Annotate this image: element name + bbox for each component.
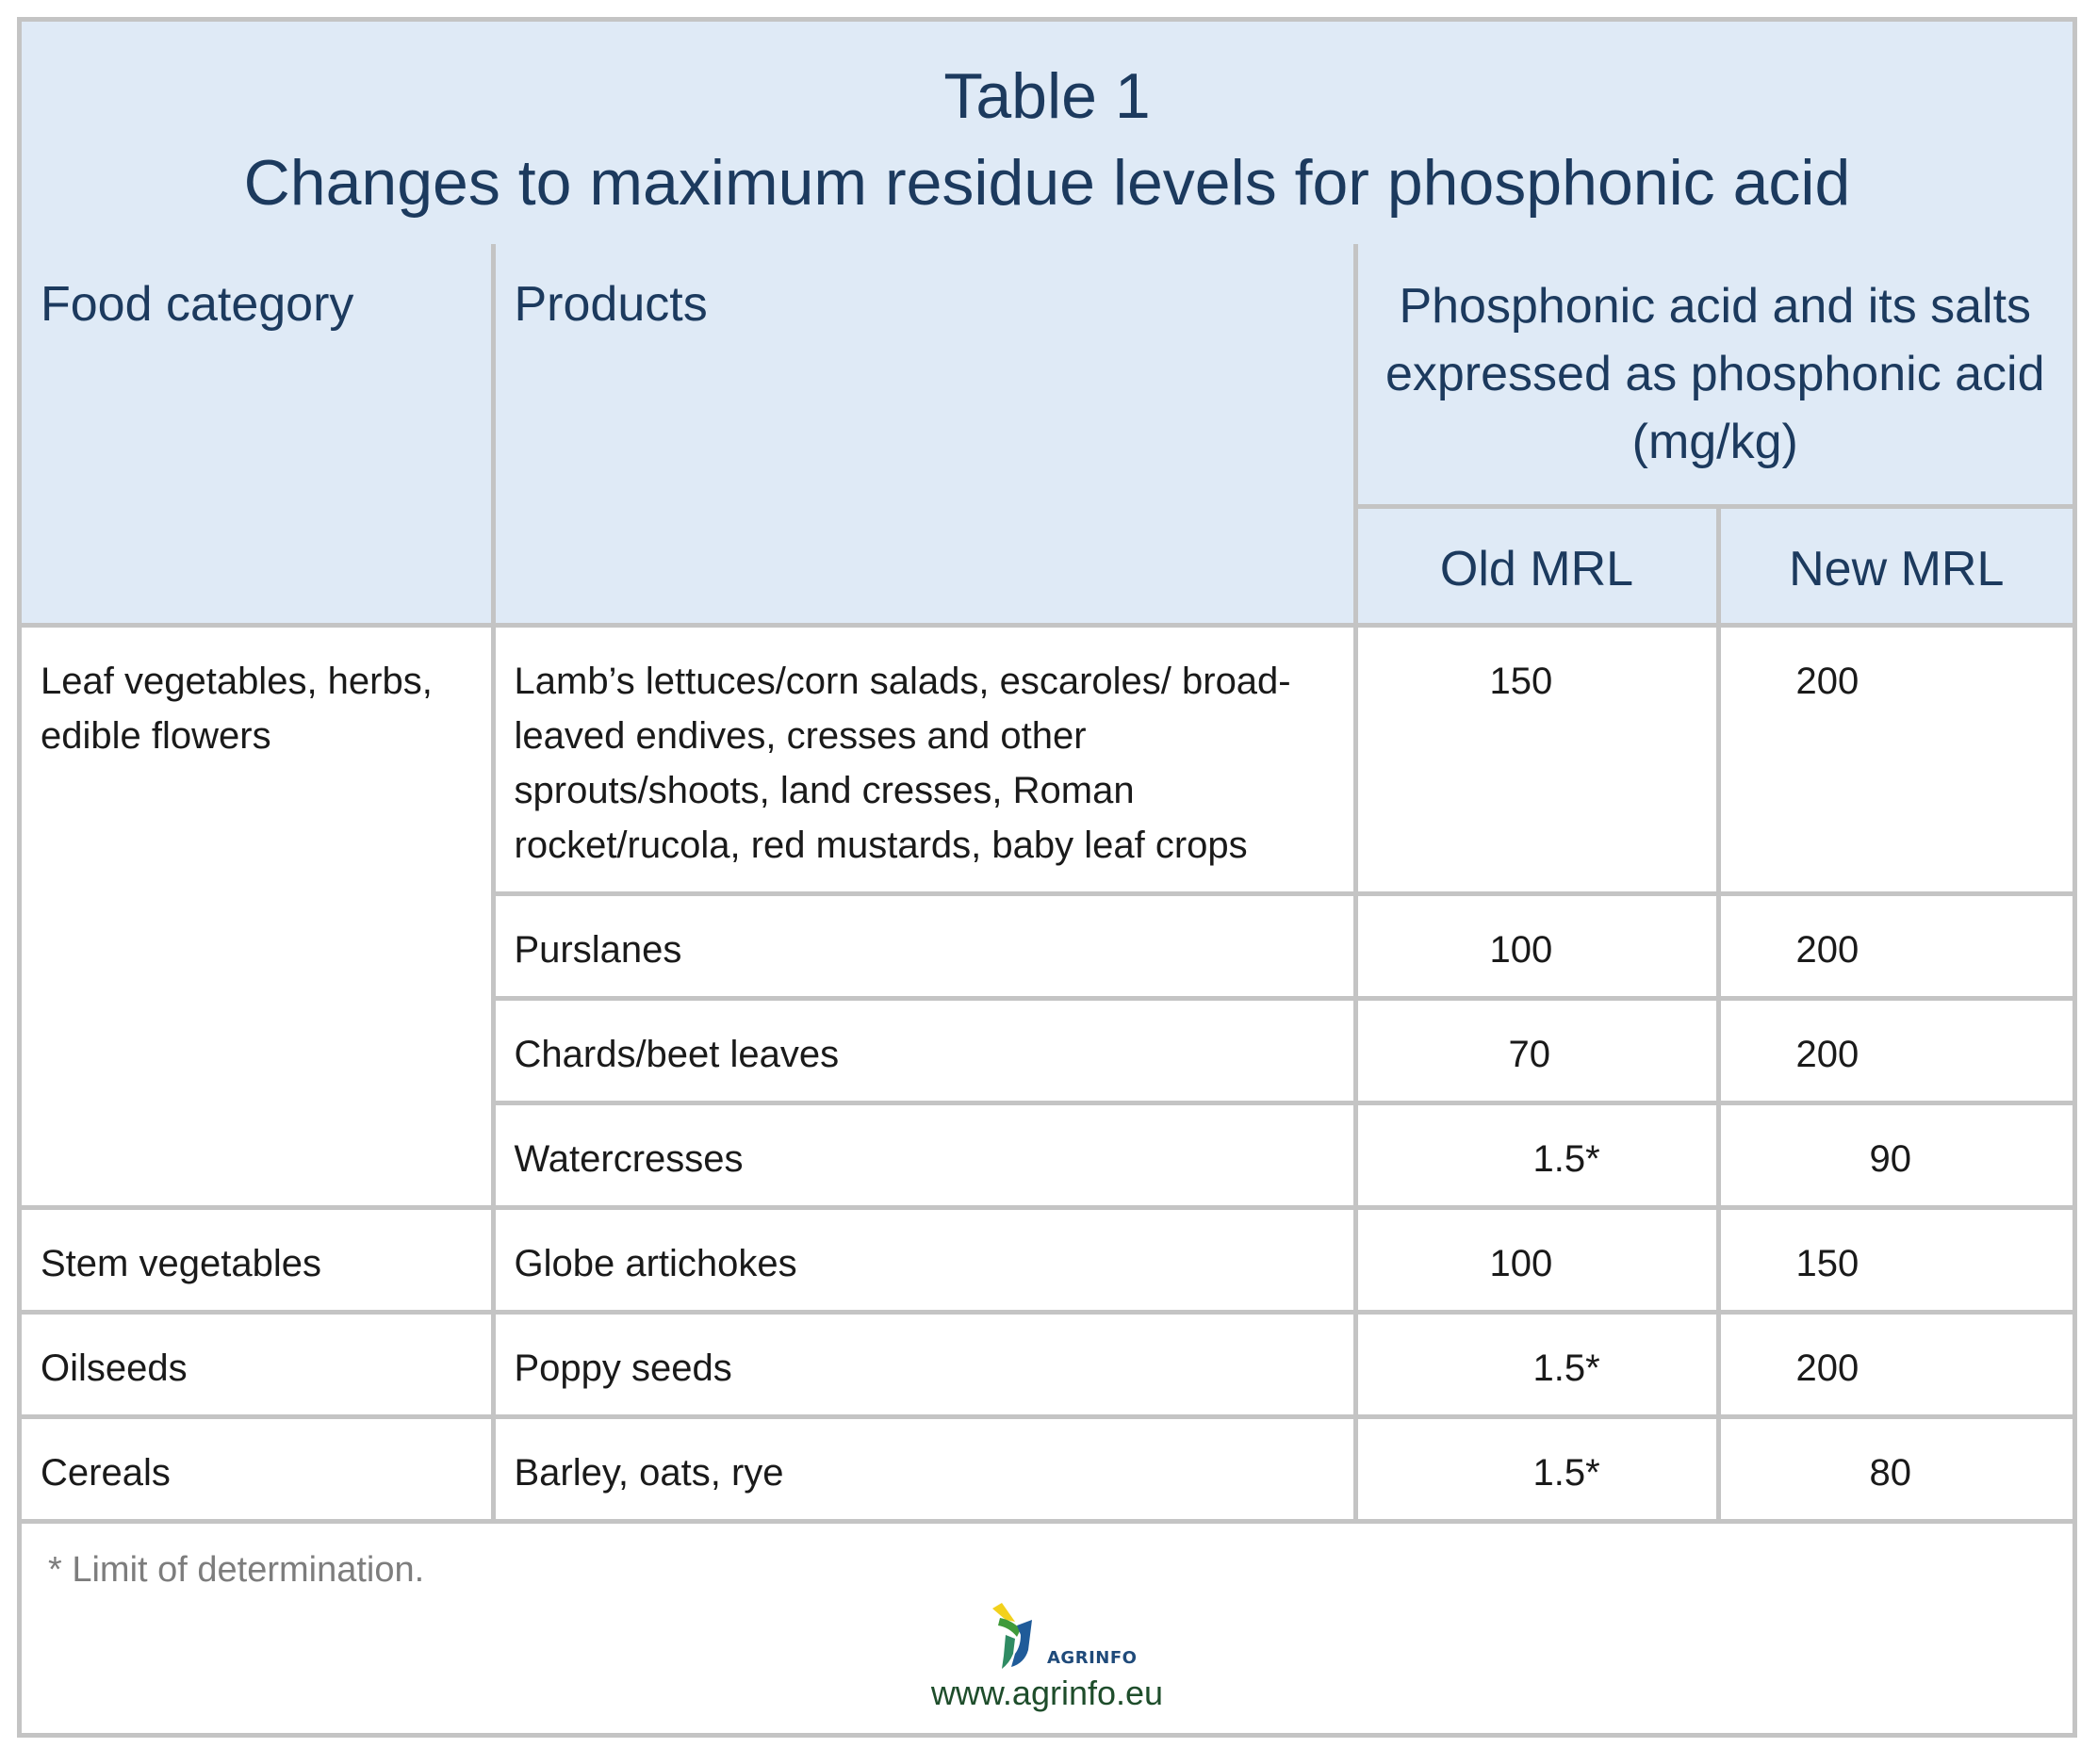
mrl-table (22, 244, 2072, 1524)
table-number: Table 1 (943, 60, 1151, 132)
product-cell: Poppy seeds (493, 1312, 1355, 1416)
header-products: Products (493, 244, 1355, 625)
table-row (22, 1312, 2072, 1416)
table-title: Changes to maximum residue levels for phosphonic acid (243, 147, 1851, 219)
new-mrl-cell: 200 (1718, 998, 2072, 1102)
old-mrl-cell: 100 (1355, 893, 1718, 998)
new-mrl-cell: 200 (1718, 893, 2072, 998)
product-cell: Globe artichokes (493, 1207, 1355, 1312)
website-link[interactable]: www.agrinfo.eu (930, 1674, 1164, 1712)
footnote: * Limit of determination. (48, 1550, 425, 1590)
logo-wordmark: AGRINFO (1047, 1648, 1138, 1668)
header-food-category: Food category (22, 244, 493, 625)
old-mrl-cell: 1.5* (1355, 1312, 1718, 1416)
table-row (22, 1416, 2072, 1521)
old-mrl-cell: 1.5* (1355, 1102, 1718, 1207)
new-mrl-cell: 200 (1718, 1312, 2072, 1416)
header-new-mrl: New MRL (1718, 506, 2072, 625)
title-block (22, 22, 2072, 248)
old-mrl-cell: 150 (1355, 625, 1718, 893)
old-mrl-cell: 70 (1355, 998, 1718, 1102)
category-cell: Cereals (22, 1416, 493, 1521)
new-mrl-cell: 150 (1718, 1207, 2072, 1312)
new-mrl-cell: 80 (1718, 1416, 2072, 1521)
table-row (22, 1207, 2072, 1312)
product-cell: Lamb’s lettuces/corn salads, escaroles/ broad-leaved endives, cresses and other sprouts/shoots, land cresses, Roman rocket/rucola, red mustards, baby leaf crops (493, 625, 1355, 893)
old-mrl-cell: 100 (1355, 1207, 1718, 1312)
product-cell: Watercresses (493, 1102, 1355, 1207)
header-old-mrl: Old MRL (1355, 506, 1718, 625)
product-cell: Purslanes (493, 893, 1355, 998)
product-cell: Barley, oats, rye (493, 1416, 1355, 1521)
category-cell: Stem vegetables (22, 1207, 493, 1312)
old-mrl-cell: 1.5* (1355, 1416, 1718, 1521)
new-mrl-cell: 90 (1718, 1102, 2072, 1207)
category-cell: Leaf vegetables, herbs, edible flowers (22, 625, 493, 1207)
table-frame (17, 17, 2077, 1738)
header-mrl-group: Phosphonic acid and its salts expressed as phosphonic acid (mg/kg) (1355, 244, 2072, 506)
table-row (22, 625, 2072, 893)
product-cell: Chards/beet leaves (493, 998, 1355, 1102)
agrinfo-logo (974, 1601, 1143, 1673)
category-cell: Oilseeds (22, 1312, 493, 1416)
new-mrl-cell: 200 (1718, 625, 2072, 893)
